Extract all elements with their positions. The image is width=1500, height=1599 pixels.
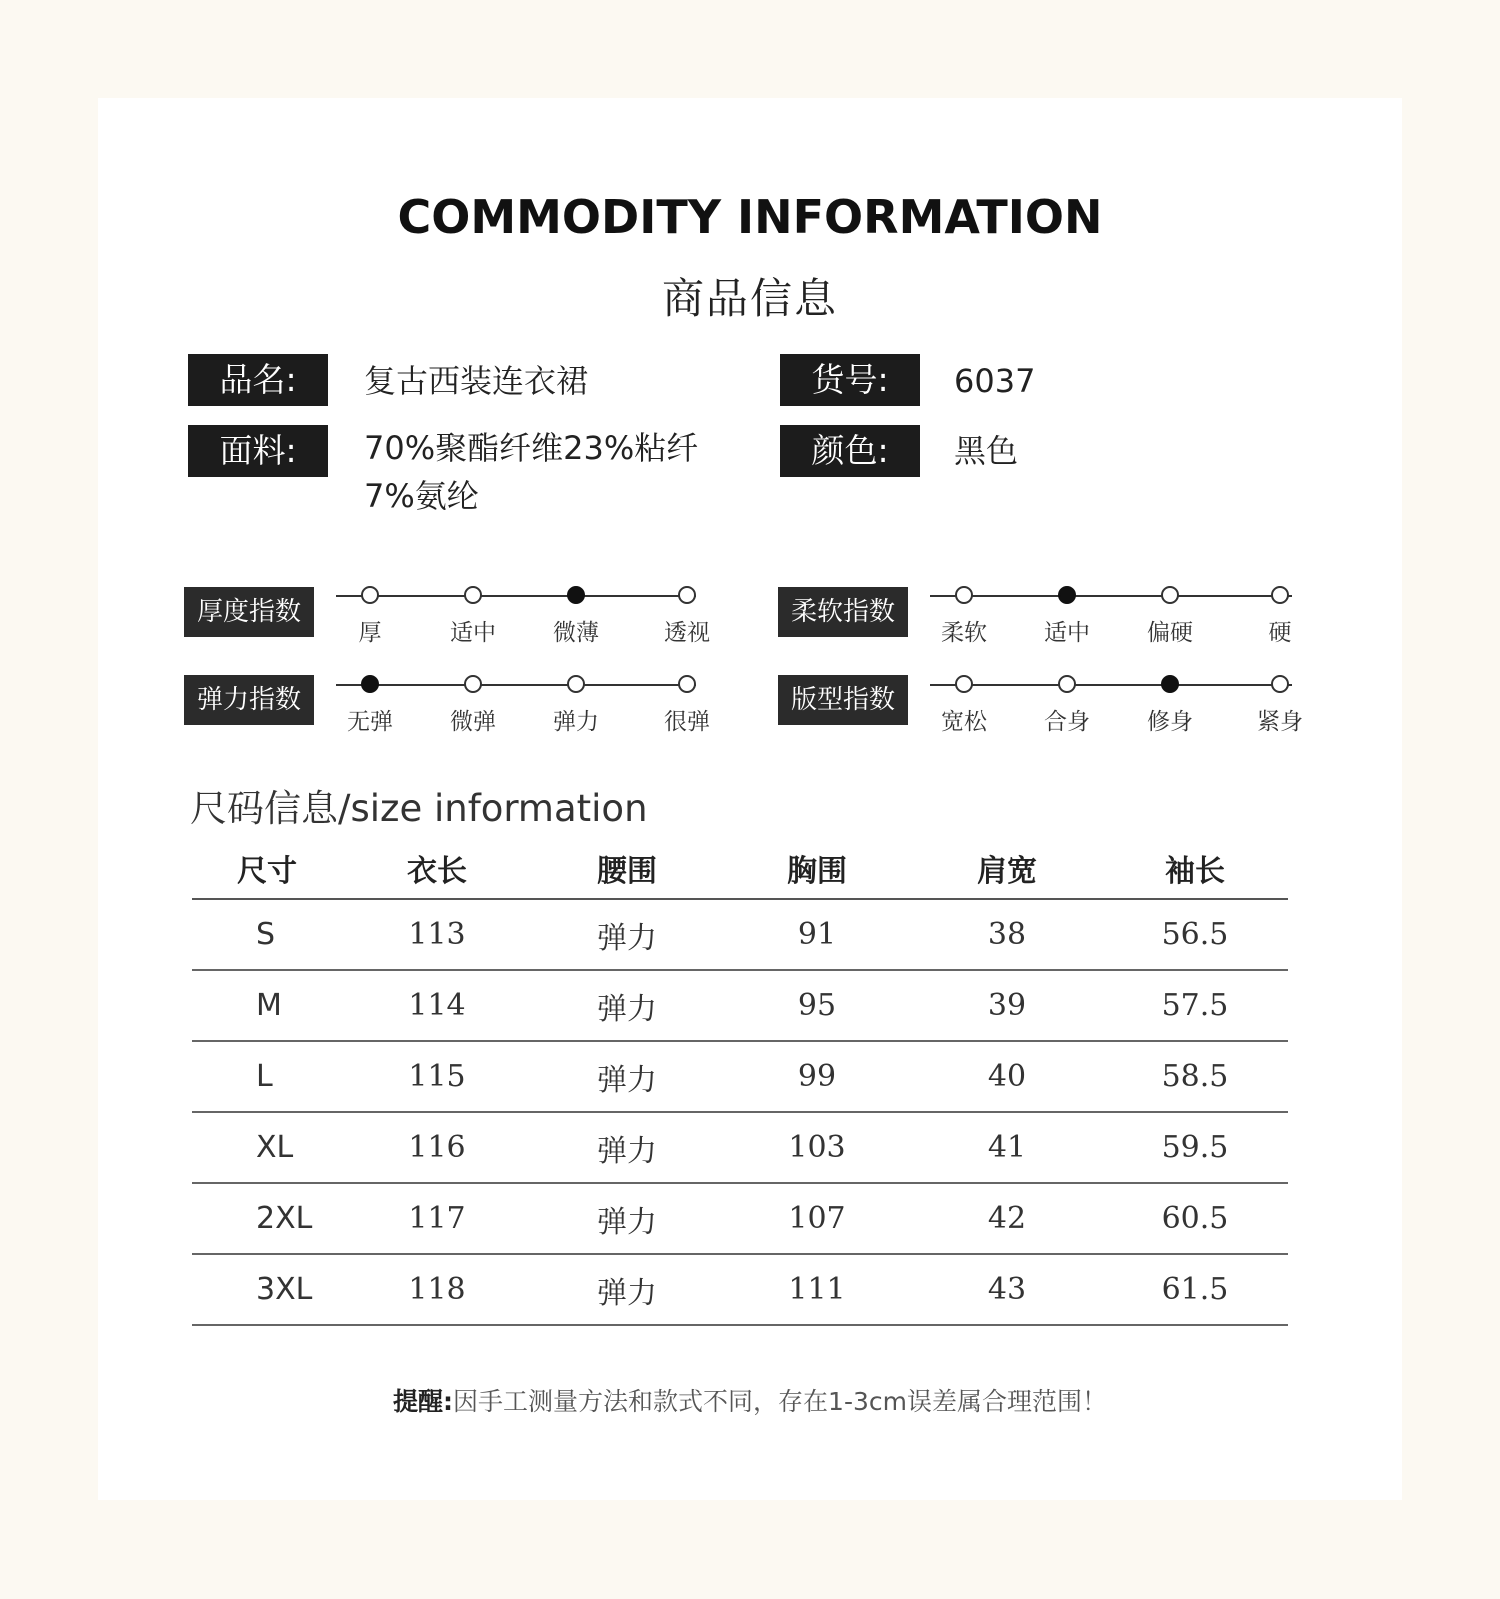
shoulder-cell: 38 — [912, 899, 1102, 970]
thickness-index-label: 厚度指数 — [184, 587, 314, 637]
col-header-bust: 胸围 — [722, 838, 912, 899]
page-title-en: COMMODITY INFORMATION — [397, 190, 1103, 244]
softness-option-dot — [1161, 586, 1179, 604]
elasticity-option-dot — [567, 675, 585, 693]
size-table-header — [192, 838, 1288, 899]
shoulder-cell: 39 — [912, 970, 1102, 1041]
elasticity-option-dot — [678, 675, 696, 693]
item-no-value: 6037 — [954, 362, 1036, 400]
softness-option-dot — [955, 586, 973, 604]
elasticity-option-dot — [464, 675, 482, 693]
col-header-shoulder: 肩宽 — [912, 838, 1102, 899]
table-row — [192, 1183, 1288, 1254]
fabric-label: 面料: — [188, 425, 328, 477]
size-cell: M — [192, 970, 342, 1041]
col-header-size: 尺寸 — [192, 838, 342, 899]
elasticity-index-label: 弹力指数 — [184, 675, 314, 725]
measurement-reminder — [0, 1382, 1500, 1418]
shoulder-cell: 43 — [912, 1254, 1102, 1325]
softness-option-label: 适中 — [1044, 620, 1090, 646]
fit-option-dot — [1161, 675, 1179, 693]
fabric-value-line2: 7%氨纶 — [364, 477, 479, 515]
waist-cell: 弹力 — [532, 1254, 722, 1325]
shoulder-cell: 40 — [912, 1041, 1102, 1112]
waist-cell: 弹力 — [532, 970, 722, 1041]
fit-option-dot — [955, 675, 973, 693]
bust-cell: 107 — [722, 1183, 912, 1254]
length-cell: 113 — [342, 899, 532, 970]
bust-cell: 99 — [722, 1041, 912, 1112]
fabric-value-line1: 70%聚酯纤维23%粘纤 — [364, 429, 699, 467]
thickness-option-label: 厚 — [358, 620, 382, 646]
waist-cell: 弹力 — [532, 899, 722, 970]
shoulder-cell: 42 — [912, 1183, 1102, 1254]
elasticity-option-label: 无弹 — [347, 709, 393, 735]
thickness-option-label: 适中 — [450, 620, 496, 646]
elasticity-option-label: 弹力 — [553, 709, 599, 735]
fit-option-label: 修身 — [1147, 709, 1193, 735]
size-cell: XL — [192, 1112, 342, 1183]
size-table — [192, 838, 1288, 1326]
thickness-option-label: 微薄 — [553, 620, 599, 646]
page-title-cn: 商品信息 — [661, 274, 838, 323]
softness-index-label: 柔软指数 — [778, 587, 908, 637]
fit-scale-line — [930, 684, 1292, 686]
size-cell: 2XL — [192, 1183, 342, 1254]
waist-cell: 弹力 — [532, 1041, 722, 1112]
softness-option-dot — [1058, 586, 1076, 604]
length-cell: 114 — [342, 970, 532, 1041]
table-row — [192, 1112, 1288, 1183]
bust-cell: 91 — [722, 899, 912, 970]
waist-cell: 弹力 — [532, 1183, 722, 1254]
elasticity-option-label: 微弹 — [450, 709, 496, 735]
softness-scale-line — [930, 595, 1292, 597]
table-row — [192, 899, 1288, 970]
softness-option-label: 硬 — [1268, 620, 1292, 646]
thickness-option-dot — [567, 586, 585, 604]
softness-option-label: 偏硬 — [1147, 620, 1193, 646]
color-value: 黑色 — [954, 432, 1019, 470]
bust-cell: 95 — [722, 970, 912, 1041]
sleeve-cell: 57.5 — [1102, 970, 1288, 1041]
length-cell: 118 — [342, 1254, 532, 1325]
size-cell: S — [192, 899, 342, 970]
size-info-heading: 尺码信息/size information — [190, 787, 648, 830]
product-name-value: 复古西装连衣裙 — [364, 362, 589, 400]
sleeve-cell: 60.5 — [1102, 1183, 1288, 1254]
fit-option-dot — [1271, 675, 1289, 693]
size-cell: 3XL — [192, 1254, 342, 1325]
thickness-option-dot — [464, 586, 482, 604]
col-header-length: 衣长 — [342, 838, 532, 899]
elasticity-scale-line — [336, 684, 696, 686]
length-cell: 116 — [342, 1112, 532, 1183]
color-label: 颜色: — [780, 425, 920, 477]
sleeve-cell: 59.5 — [1102, 1112, 1288, 1183]
shoulder-cell: 41 — [912, 1112, 1102, 1183]
waist-cell: 弹力 — [532, 1112, 722, 1183]
elasticity-option-dot — [361, 675, 379, 693]
softness-option-dot — [1271, 586, 1289, 604]
thickness-option-label: 透视 — [664, 620, 710, 646]
fit-option-label: 紧身 — [1257, 709, 1303, 735]
softness-option-label: 柔软 — [941, 620, 987, 646]
elasticity-option-label: 很弹 — [664, 709, 710, 735]
reminder-label: 提醒: — [393, 1387, 454, 1416]
reminder-text: 因手工测量方法和款式不同，存在1-3cm误差属合理范围！ — [453, 1387, 1107, 1416]
item-no-label: 货号: — [780, 354, 920, 406]
thickness-option-dot — [678, 586, 696, 604]
fit-option-label: 宽松 — [941, 709, 987, 735]
size-cell: L — [192, 1041, 342, 1112]
sleeve-cell: 61.5 — [1102, 1254, 1288, 1325]
bust-cell: 111 — [722, 1254, 912, 1325]
length-cell: 117 — [342, 1183, 532, 1254]
length-cell: 115 — [342, 1041, 532, 1112]
fit-option-label: 合身 — [1044, 709, 1090, 735]
col-header-waist: 腰围 — [532, 838, 722, 899]
product-name-label: 品名: — [188, 354, 328, 406]
sleeve-cell: 58.5 — [1102, 1041, 1288, 1112]
table-row — [192, 970, 1288, 1041]
fit-option-dot — [1058, 675, 1076, 693]
col-header-sleeve: 袖长 — [1102, 838, 1288, 899]
thickness-option-dot — [361, 586, 379, 604]
thickness-scale-line — [336, 595, 696, 597]
fit-index-label: 版型指数 — [778, 675, 908, 725]
bust-cell: 103 — [722, 1112, 912, 1183]
table-row — [192, 1041, 1288, 1112]
table-row — [192, 1254, 1288, 1325]
sleeve-cell: 56.5 — [1102, 899, 1288, 970]
